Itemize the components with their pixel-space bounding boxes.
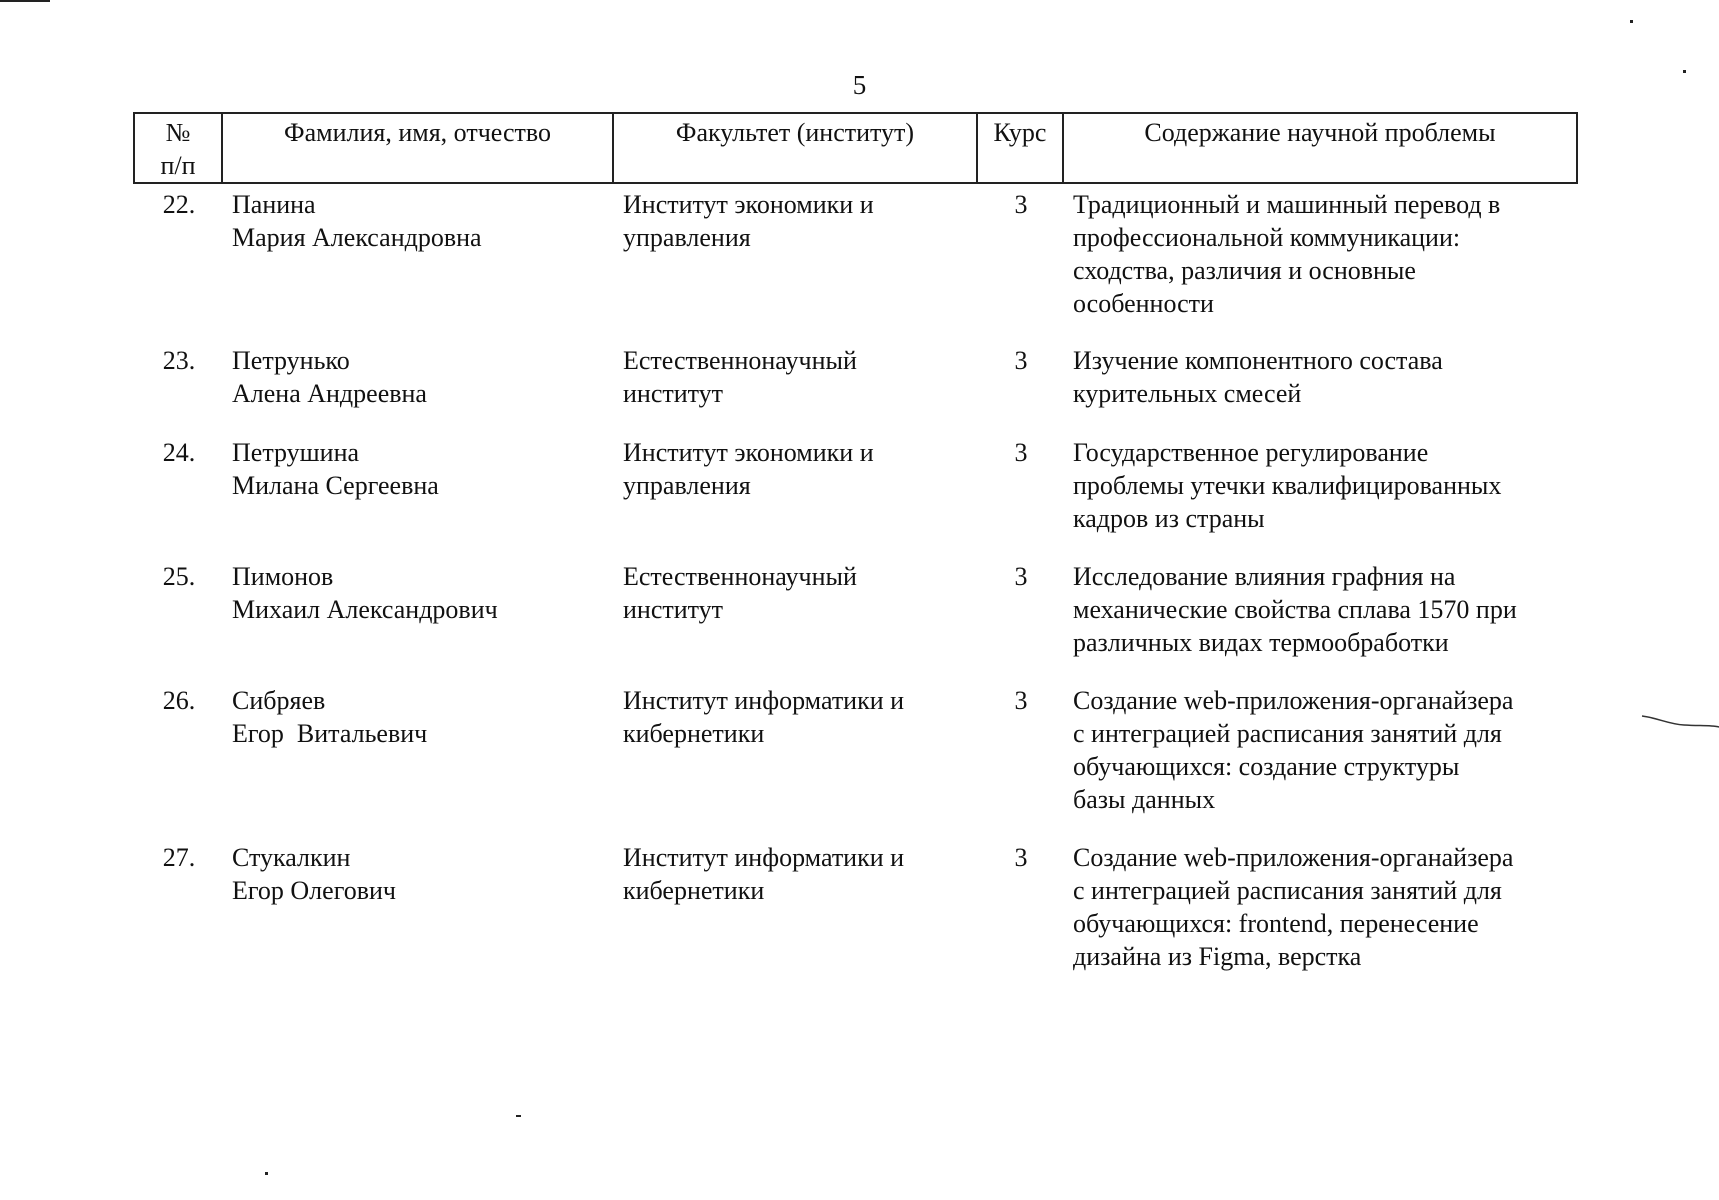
topic-line: Традиционный и машинный перевод в <box>1073 190 1501 219</box>
faculty <box>613 680 977 837</box>
course: 3 <box>1014 438 1028 467</box>
table-row <box>134 340 1577 432</box>
surname: Стукалкин <box>232 843 351 872</box>
header-faculty: Факультет (институт) <box>613 113 977 183</box>
table-row <box>134 432 1577 556</box>
student-name <box>222 183 613 340</box>
surname: Пимонов <box>232 562 334 591</box>
header-topic: Содержание научной проблемы <box>1063 113 1577 183</box>
topic-line: дизайна из Figma, верстка <box>1073 942 1362 971</box>
table-row <box>134 556 1577 680</box>
pen-stroke-mark <box>1640 710 1719 730</box>
faculty <box>613 183 977 340</box>
faculty <box>613 837 977 977</box>
table-row <box>134 680 1577 837</box>
faculty-line: кибернетики <box>623 719 765 748</box>
header-num-line: № <box>165 118 191 147</box>
faculty <box>613 432 977 556</box>
topic-line: с интеграцией расписания занятий для <box>1073 719 1502 748</box>
topic-line: Изучение компонентного состава <box>1073 346 1443 375</box>
row-number: 23. <box>162 346 196 375</box>
header-num <box>134 113 222 183</box>
course: 3 <box>1014 190 1028 219</box>
course: 3 <box>1014 843 1028 872</box>
page-number: 5 <box>852 70 867 100</box>
topic-line: механические свойства сплава 1570 при <box>1073 595 1517 624</box>
topic <box>1063 183 1577 340</box>
given-names: Мария Александровна <box>232 223 482 252</box>
topic <box>1063 340 1577 432</box>
student-name <box>222 680 613 837</box>
surname: Петрушина <box>232 438 360 467</box>
faculty-line: Институт экономики и <box>623 438 874 467</box>
faculty-line: Естественнонаучный <box>623 346 857 375</box>
topic-line: проблемы утечки квалифицированных <box>1073 471 1502 500</box>
faculty <box>613 556 977 680</box>
scan-speck <box>516 1115 521 1117</box>
row-number: 24. <box>162 438 196 467</box>
table-header <box>134 113 1577 183</box>
topic-line: Государственное регулирование <box>1073 438 1429 467</box>
topic <box>1063 837 1577 977</box>
topic-line: Создание web-приложения-органайзера <box>1073 686 1514 715</box>
topic-line: курительных смесей <box>1073 379 1302 408</box>
faculty-line: Естественнонаучный <box>623 562 857 591</box>
topic-line: профессиональной коммуникации: <box>1073 223 1461 252</box>
row-number: 25. <box>162 562 196 591</box>
topic-line: базы данных <box>1073 785 1216 814</box>
topic <box>1063 680 1577 837</box>
scan-edge-mark <box>0 0 50 2</box>
faculty-line: институт <box>623 379 724 408</box>
course: 3 <box>1014 346 1028 375</box>
topic-line: обучающихся: создание структуры <box>1073 752 1460 781</box>
topic <box>1063 432 1577 556</box>
course: 3 <box>1014 686 1028 715</box>
topic-line: кадров из страны <box>1073 504 1265 533</box>
table-row <box>134 183 1577 340</box>
given-names: Егор Олегович <box>232 876 396 905</box>
faculty <box>613 340 977 432</box>
faculty-line: Институт экономики и <box>623 190 874 219</box>
student-name <box>222 340 613 432</box>
given-names: Алена Андреевна <box>232 379 427 408</box>
topic-line: различных видах термообработки <box>1073 628 1449 657</box>
faculty-line: Институт информатики и <box>623 843 905 872</box>
topic-line: Создание web-приложения-органайзера <box>1073 843 1514 872</box>
row-number: 26. <box>162 686 196 715</box>
student-name <box>222 432 613 556</box>
topic-line: сходства, различия и основные <box>1073 256 1416 285</box>
faculty-line: Институт информатики и <box>623 686 905 715</box>
given-names: Милана Сергеевна <box>232 471 439 500</box>
given-names: Егор Витальевич <box>232 719 428 748</box>
scan-speck <box>265 1172 268 1175</box>
course: 3 <box>1014 562 1028 591</box>
student-name <box>222 556 613 680</box>
surname: Сибряев <box>232 686 326 715</box>
topic-line: с интеграцией расписания занятий для <box>1073 876 1502 905</box>
scan-speck <box>1630 20 1633 23</box>
header-course: Курс <box>977 113 1063 183</box>
topic <box>1063 556 1577 680</box>
faculty-line: кибернетики <box>623 876 765 905</box>
scan-speck <box>1683 70 1686 73</box>
row-number: 22. <box>162 190 196 219</box>
header-num-line: п/п <box>160 151 196 180</box>
surname: Панина <box>232 190 316 219</box>
given-names: Михаил Александрович <box>232 595 498 624</box>
table-row <box>134 837 1577 977</box>
surname: Петрунько <box>232 346 350 375</box>
topic-line: особенности <box>1073 289 1214 318</box>
faculty-line: институт <box>623 595 724 624</box>
faculty-line: управления <box>623 223 751 252</box>
header-name: Фамилия, имя, отчество <box>222 113 613 183</box>
students-table <box>133 112 1578 977</box>
student-name <box>222 837 613 977</box>
topic-line: Исследование влияния графния на <box>1073 562 1456 591</box>
faculty-line: управления <box>623 471 751 500</box>
topic-line: обучающихся: frontend, перенесение <box>1073 909 1479 938</box>
row-number: 27. <box>162 843 196 872</box>
